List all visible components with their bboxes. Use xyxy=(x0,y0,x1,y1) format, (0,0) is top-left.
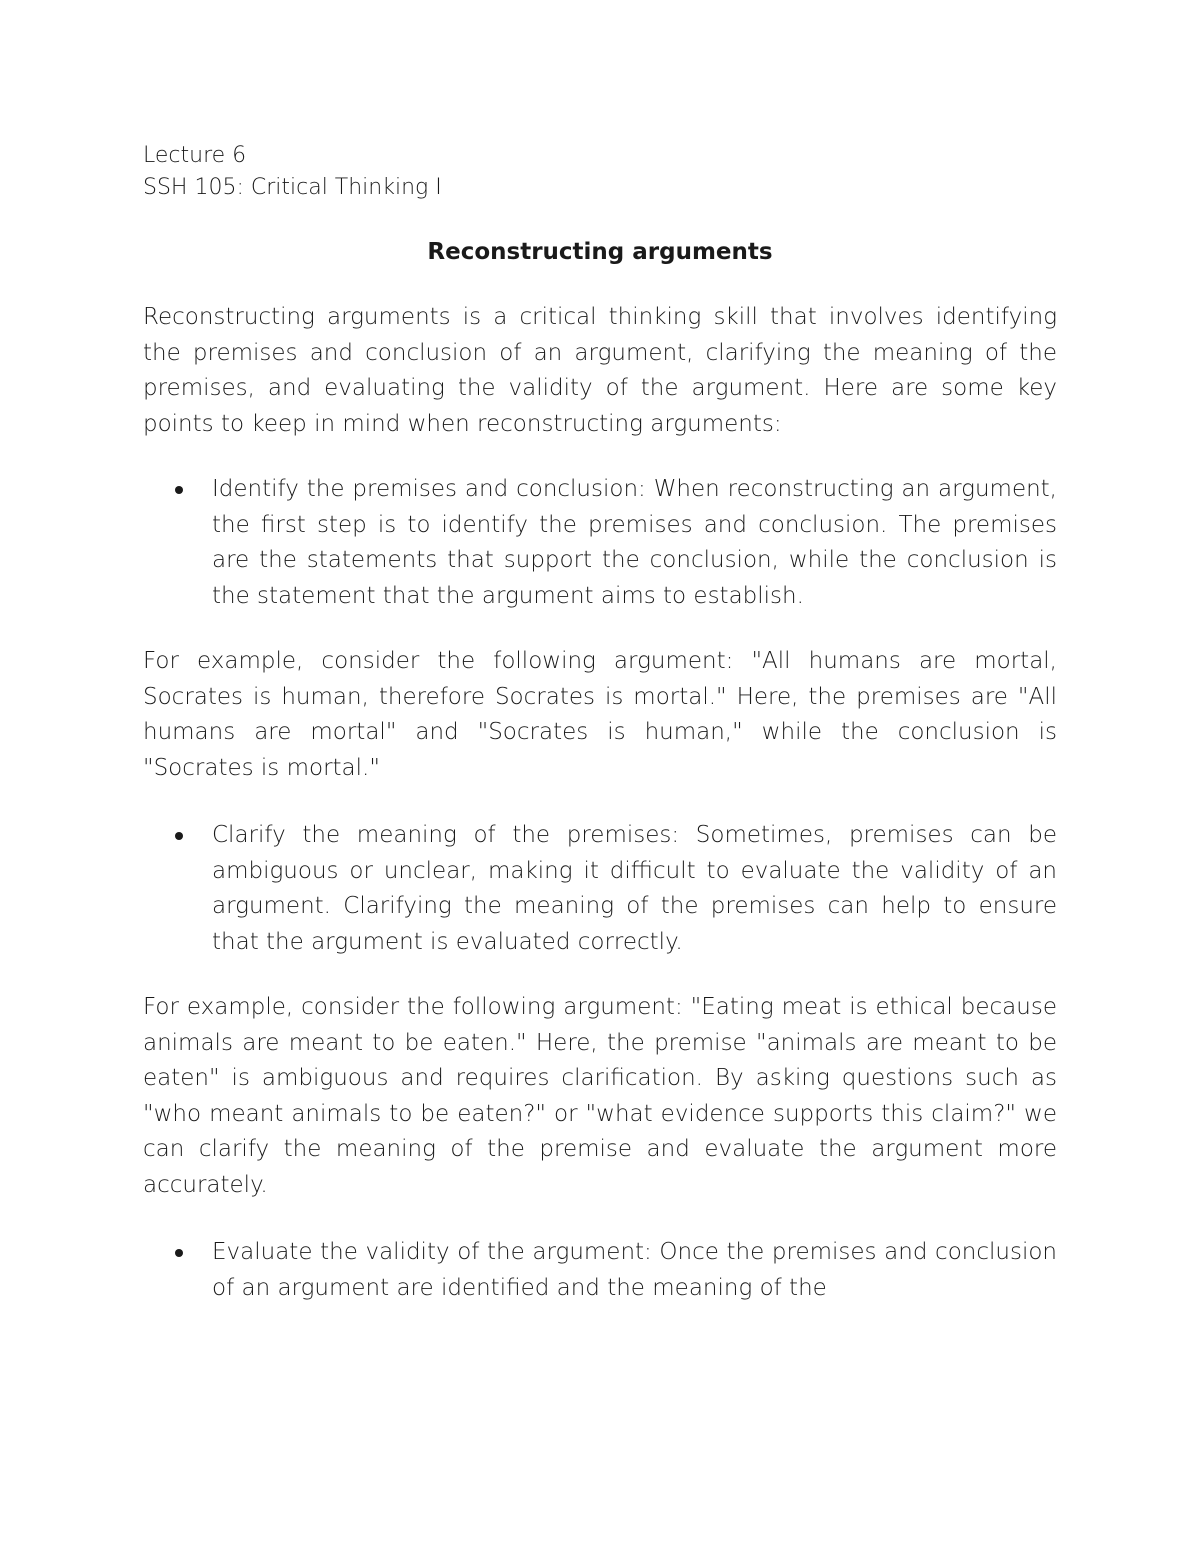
bullet-dot-icon xyxy=(175,832,183,840)
example-paragraph: For example, consider the following argument: "All humans are mortal, Socrates is human, therefore Socrates is mortal." Here, the premises are "All humans are mortal" and "Socrates is human," while the conclusion is "Socrates is mortal." xyxy=(143,648,1057,781)
bullet-item xyxy=(143,1235,1057,1306)
course-title: SSH 105: Critical Thinking I xyxy=(143,175,442,200)
example-paragraph: For example, consider the following argument: "Eating meat is ethical because animals are meant to be eaten." Here, the premise "animals are meant to be eaten" is ambiguous and requires clarification. By asking questions such as "who meant animals to be eaten?" or "what evidence supports this claim?" we can clarify the meaning of the premise and evaluate the argument more accurately. xyxy=(143,994,1057,1198)
bullet-text: Clarify the meaning of the premises: Sometimes, premises can be ambiguous or unclear, making it difficult to evaluate the validity of an argument. Clarifying the meaning of the premises can help to ensure that the argument is evaluated correctly. xyxy=(212,822,1057,955)
lecture-number: Lecture 6 xyxy=(143,143,247,168)
document-page xyxy=(143,140,1057,1336)
bullet-text: Identify the premises and conclusion: When reconstructing an argument, the first step is to identify the premises and conclusion. The premises are the statements that support the conclusion, while the conclusion is the statement that the argument aims to establish. xyxy=(212,476,1057,609)
bullet-list-2 xyxy=(143,818,1057,960)
bullet-item xyxy=(143,472,1057,614)
document-title: Reconstructing arguments xyxy=(427,239,773,265)
bullet-list-1 xyxy=(143,472,1057,614)
bullet-dot-icon xyxy=(175,1249,183,1257)
bullet-text: Evaluate the validity of the argument: Once the premises and conclusion of an argument are identified and the meaning of the xyxy=(212,1239,1057,1301)
bullet-list-3 xyxy=(143,1235,1057,1306)
bullet-dot-icon xyxy=(175,486,183,494)
intro-paragraph: Reconstructing arguments is a critical thinking skill that involves identifying the premises and conclusion of an argument, clarifying the meaning of the premises, and evaluating the validity of the argument. Here are some key points to keep in mind when reconstructing arguments: xyxy=(143,304,1057,437)
bullet-item xyxy=(143,818,1057,960)
